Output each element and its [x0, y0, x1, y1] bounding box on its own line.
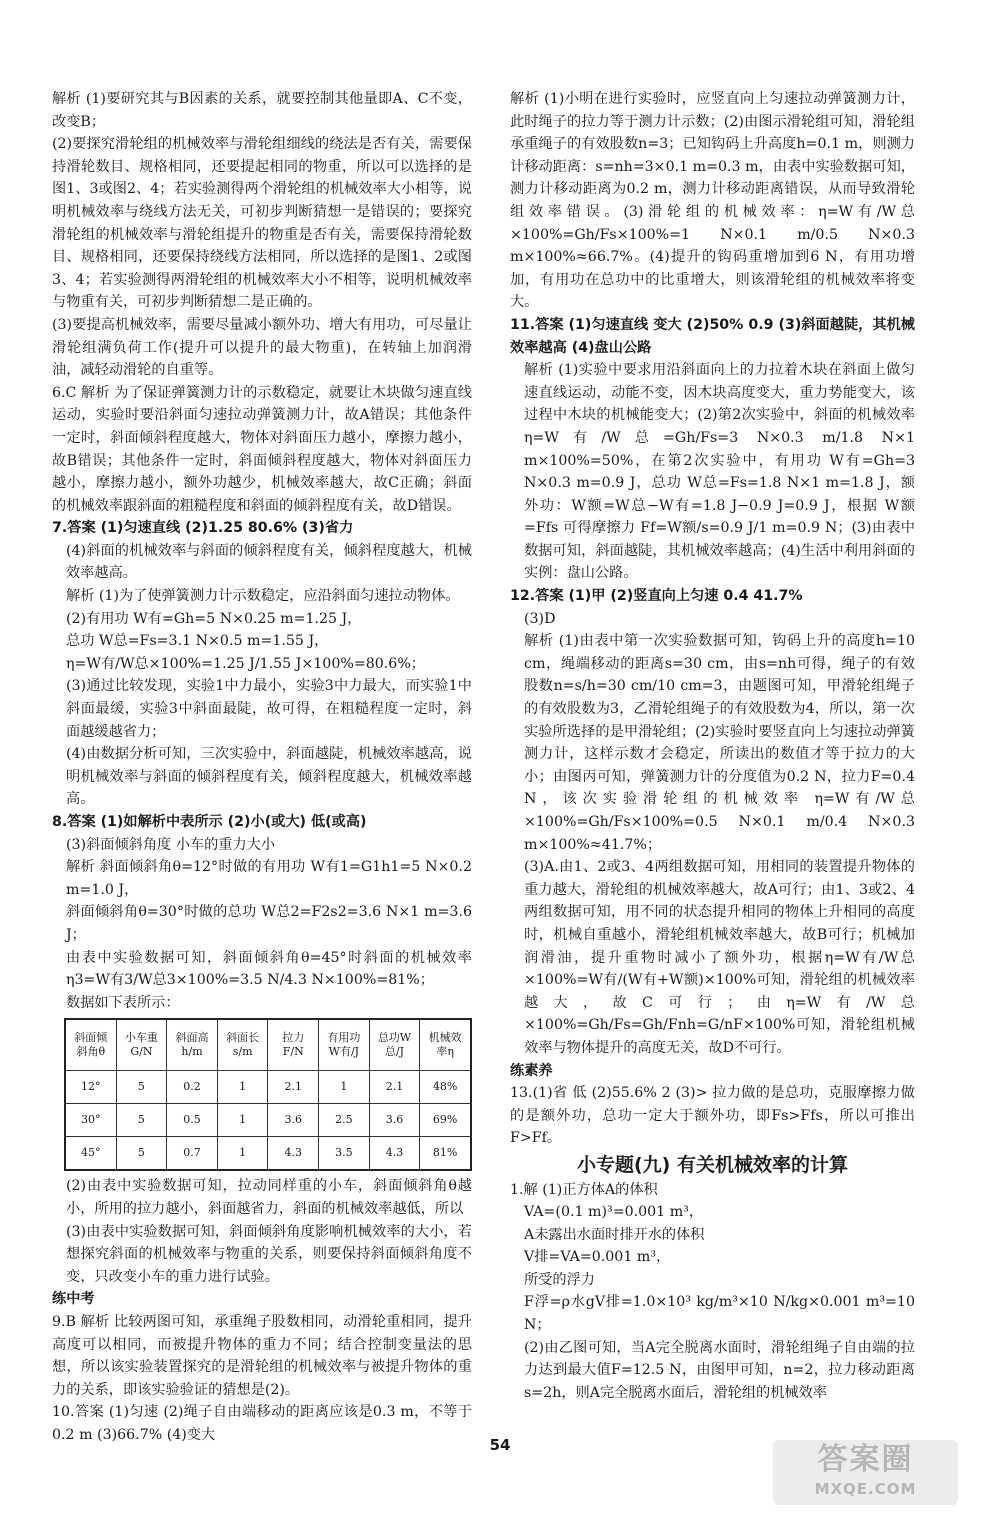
table-cell: 1 [319, 1071, 370, 1104]
watermark-url: MXQE.COM [814, 1480, 917, 1498]
paragraph: (2)要探究滑轮组的机械效率与滑轮组细线的绕法是否有关，需要保持滑轮数目、规格相同，还要提起相同的物重，所以可以选择的是图1、3或图2、4；若实验测得两个滑轮组的机械效率大小相等，说明机械效率与绕线方法无关，可初步判断猜想一是错误的；要探究滑轮组的机械效率与滑轮组提升的物重是否有关，需要保持滑轮数目、规格相同，还要保持绕线方法相同，所以选择的是图1、2或图3、4；若实验测得两滑轮组的机械效率大小不相等，说明机械效率与物重有关，可初步判断猜想二是正确的。 [52, 136, 472, 311]
data-table [64, 1018, 472, 1171]
paragraph: A未露出水面时排开水的体积 [524, 1226, 705, 1243]
watermark-text: 答案圈 [817, 1442, 914, 1477]
table-cell: 81% [420, 1137, 471, 1171]
table-header-cell: 机械效率η [420, 1019, 471, 1071]
table-cell: 3.6 [369, 1104, 420, 1137]
paragraph: (2)由乙图可知，当A完全脱离水面时，滑轮组绳子自由端的拉力达到最大值F=12.5 N，由图甲可知，n=2，拉力移动距离s=2h，则A完全脱离水面后，滑轮组的机械效率 [524, 1339, 915, 1401]
paragraph: (3)要提高机械效率，需要尽量减小额外功、增大有用功，可尽量让滑轮组满负荷工作(提升可以提升的最大物重)，在转轴上加润滑油，减轻动滑轮的自重等。 [52, 316, 472, 379]
table-header-cell: 总功W总/J [369, 1019, 420, 1071]
table-cell: 4.3 [369, 1137, 420, 1171]
answer-8: 8.答案 (1)如解析中表所示 (2)小(或大) 低(或高) [52, 814, 367, 830]
paragraph: F浮=ρ水gV排=1.0×10³ kg/m³×10 N/kg×0.001 m³=10 N； [524, 1294, 915, 1334]
right-column [510, 88, 915, 1404]
table-row [65, 1104, 471, 1137]
paragraph: (2)有用功 W有=Gh=5 N×0.25 m=1.25 J， [66, 610, 362, 627]
table-header-row [65, 1019, 471, 1071]
table-cell: 5 [116, 1071, 167, 1104]
paragraph: 总功 W总=Fs=3.1 N×0.5 m=1.55 J， [66, 633, 329, 650]
paragraph: (3)D [524, 610, 556, 627]
left-column [52, 88, 472, 1446]
paragraph: (4)由数据分析可知，三次实验中，斜面越陡，机械效率越高，说明机械效率与斜面的倾斜程度有关，倾斜程度越大，机械效率越高。 [66, 746, 472, 808]
paragraph: 斜面倾斜角θ=30°时做的总功 W总2=F2s2=3.6 N×1 m=3.6 J； [66, 904, 472, 943]
table-header-cell: 斜面长s/m [217, 1019, 268, 1071]
answer-13: 13.(1)省 低 (2)55.6% 2 (3)> 拉力做的是总功，克服摩擦力做的是额外功，总功一定大于额外功，即Fs>Ffs，所以可推出F>Ff。 [510, 1085, 915, 1147]
paragraph: 数据如下表所示： [66, 994, 180, 1011]
section-title: 小专题(九) 有关机械效率的计算 [577, 1153, 848, 1176]
watermark-logo [773, 1440, 958, 1505]
table-cell: 0.7 [167, 1137, 218, 1171]
answer-9: 9.B 解析 比较两图可知，承重绳子股数相同，动滑轮重相同，提升高度可以相同，而被提升物体的重力不同；结合控制变量法的思想，所以该实验装置探究的是滑轮组的机械效率与被提升物体的重力的关系，即该实验验证的猜想是(2)。 [52, 1313, 472, 1398]
table-row [65, 1137, 471, 1171]
paragraph: 由表中实验数据可知，斜面倾斜角θ=45°时斜面的机械效率 η3=W有3/W总3×100%=3.5 N/4.3 N×100%=81%； [66, 949, 472, 989]
paragraph: VA=(0.1 m)³=0.001 m³， [524, 1204, 704, 1221]
table-cell: 48% [420, 1071, 471, 1104]
table-cell: 69% [420, 1104, 471, 1137]
answer-6: 6.C 解析 为了保证弹簧测力计的示数稳定，就要让木块做匀速直线运动，实验时要沿斜面匀速拉动弹簧测力计，故A错误；其他条件一定时，斜面倾斜程度越大，物体对斜面压力越小，摩擦力越小，故B错误；其他条件一定时，斜面倾斜程度越大，物体对斜面压力越小，摩擦力越小，额外功越少，机械效率越大，故C正确；斜面的机械效率跟斜面的粗糙程度和斜面的倾斜程度有关，故D错误。 [52, 384, 472, 514]
table-cell: 1 [217, 1071, 268, 1104]
paragraph: 所受的浮力 [524, 1271, 595, 1288]
answer-11: 11.答案 (1)匀速直线 变大 (2)50% 0.9 (3)斜面越陡，其机械效率越高 (4)盘山公路 [510, 316, 915, 356]
paragraph: (3)通过比较发现，实验1中力最小，实验3中力最大，而实验1中斜面最缓，实验3中斜面最陡，故可得，在粗糙程度一定时，斜面越缓越省力； [66, 678, 472, 740]
answer-10: 10.答案 (1)匀速 (2)绳子自由端移动的距离应该是0.3 m，不等于0.2 m (3)66.7% (4)变大 [52, 1404, 472, 1443]
table-row [65, 1071, 471, 1104]
table-cell: 0.2 [167, 1071, 218, 1104]
paragraph: 解析 (1)由表中第一次实验数据可知，钩码上升的高度h=10 cm，绳端移动的距离s=30 cm，由s=nh可得，绳子的有效股数n=s/h=30 cm/10 cm=3，由题图可知，甲滑轮组绳子的有效股数为3，乙滑轮组绳子的有效股数为4，所以，第一次实验所选择的是甲滑轮组；(2)实验时要竖直向上匀速拉动弹簧测力计，这样示数才会稳定，所读出的数值才等于拉力的大小；由图丙可知，弹簧测力计的分度值为0.2 N，拉力F=0.4 N，该次实验滑轮组的机械效率 η=W有/W总×100%=Gh/Fs×100%=0.5 N×0.1 m/0.4 N×0.3 m×100%≈41.7%； [524, 633, 915, 853]
table-cell: 0.5 [167, 1104, 218, 1137]
paragraph: (4)斜面的机械效率与斜面的倾斜程度有关，倾斜程度越大，机械效率越高。 [66, 542, 472, 582]
table-header-cell: 有用功W有/J [319, 1019, 370, 1071]
paragraph: (3)A.由1、2或3、4两组数据可知，用相同的装置提升物体的重力越大，滑轮组的机械效率越大，故A可行；由1、3或2、4两组数据可知，用不同的状态提升相同的物体上升相同的高度时，机械自重越小，滑轮组机械效率越大，故B可行；机械加润滑油，提升重物时减小了额外功，根据η=W有/W总×100%=W有/(W有+W额)×100%可知，滑轮组的机械效率越大，故C可行；由η=W有/W总×100%=Gh/Fs=Gh/Fnh=G/nF×100%可知，滑轮组机械效率与物体提升的高度无关，故D不可行。 [524, 859, 915, 1056]
table-cell: 5 [116, 1137, 167, 1171]
table-cell: 2.1 [369, 1071, 420, 1104]
table-cell: 2.1 [268, 1071, 319, 1104]
answer-12: 12.答案 (1)甲 (2)竖直向上匀速 0.4 41.7% [510, 588, 803, 605]
table-cell: 1 [217, 1104, 268, 1137]
paragraph: 1.解 (1)正方体A的体积 [510, 1181, 658, 1198]
paragraph: (3)斜面倾斜角度 小车的重力大小 [66, 836, 276, 853]
paragraph: η=W有/W总×100%=1.25 J/1.55 J×100%=80.6%； [66, 655, 425, 672]
table-header-cell: 拉力F/N [268, 1019, 319, 1071]
table-cell: 2.5 [319, 1104, 370, 1137]
paragraph: 解析 (1)要研究其与B因素的关系，就要控制其他量即A、C不变，改变B； [52, 91, 472, 130]
page-number: 54 [489, 1436, 511, 1454]
paragraph: 解析 斜面倾斜角θ=12°时做的有用功 W有1=G1h1=5 N×0.2 m=1.0 J， [66, 859, 472, 898]
table-cell: 30° [65, 1104, 116, 1137]
section-label: 练素养 [510, 1062, 553, 1079]
table-cell: 3.6 [268, 1104, 319, 1137]
table-header-cell: 斜面倾斜角θ [65, 1019, 116, 1071]
table-cell: 5 [116, 1104, 167, 1137]
table-cell: 4.3 [268, 1137, 319, 1171]
paragraph: 解析 (1)为了使弹簧测力计示数稳定，应沿斜面匀速拉动物体。 [66, 588, 460, 605]
table-cell: 1 [217, 1137, 268, 1171]
paragraph: (3)由表中实验数据可知，斜面倾斜角度影响机械效率的大小，若想探究斜面的机械效率与物重的关系，则要保持斜面倾斜角度不变，只改变小车的重力进行试验。 [66, 1223, 472, 1285]
paragraph: 解析 (1)小明在进行实验时，应竖直向上匀速拉动弹簧测力计，此时绳子的拉力等于测力计示数；(2)由图示滑轮组可知，滑轮组承重绳子的有效股数n=3；已知钩码上升高度h=0.1 m，则测力计移动距离：s=nh=3×0.1 m=0.3 m，由表中实验数据可知，测力计移动距离为0.2 m，测力计移动距离错误，从而导致滑轮组效率错误。(3)滑轮组的机械效率：η=W有/W总×100%=Gh/Fs×100%=1 N×0.1 m/0.5 N×0.3 m×100%≈66.7%。(4)提升的钩码重增加到6 N，有用功增加，有用功在总功中的比重增大，则该滑轮组的机械效率将变大。 [510, 91, 915, 311]
table-cell: 3.5 [319, 1137, 370, 1171]
table-header-cell: 小车重G/N [116, 1019, 167, 1071]
section-label: 练中考 [52, 1291, 95, 1308]
answer-7: 7.答案 (1)匀速直线 (2)1.25 80.6% (3)省力 [52, 520, 354, 537]
table-header-cell: 斜面高h/m [167, 1019, 218, 1071]
table-cell: 12° [65, 1071, 116, 1104]
table-cell: 45° [65, 1137, 116, 1171]
paragraph: (2)由表中实验数据可知，拉动同样重的小车，斜面倾斜角θ越小，所用的拉力越小，斜面越省力，斜面的机械效率越低，所以 [66, 1178, 472, 1217]
paragraph: V排=VA=0.001 m³， [524, 1249, 671, 1266]
paragraph: 解析 (1)实验中要求用沿斜面向上的力拉着木块在斜面上做匀速直线运动，动能不变，因木块高度变大，重力势能变大，该过程中木块的机械能变大；(2)第2次实验中，斜面的机械效率 η=W有/W总=Gh/Fs=3 N×0.3 m/1.8 N×1 m×100%=50%，在第2次实验中，有用功 W有=Gh=3 N×0.3 m=0.9 J，总功 W总=Fs=1.8 N×1 m=1.8 J，额外功：W额=W总−W有=1.8 J−0.9 J=0.9 J，根据 W额=Ffs 可得摩擦力 Ff=W额/s=0.9 J/1 m=0.9 N；(3)由表中数据可知，斜面越陡，其机械效率越高；(4)生活中利用斜面的实例：盘山公路。 [524, 362, 915, 582]
